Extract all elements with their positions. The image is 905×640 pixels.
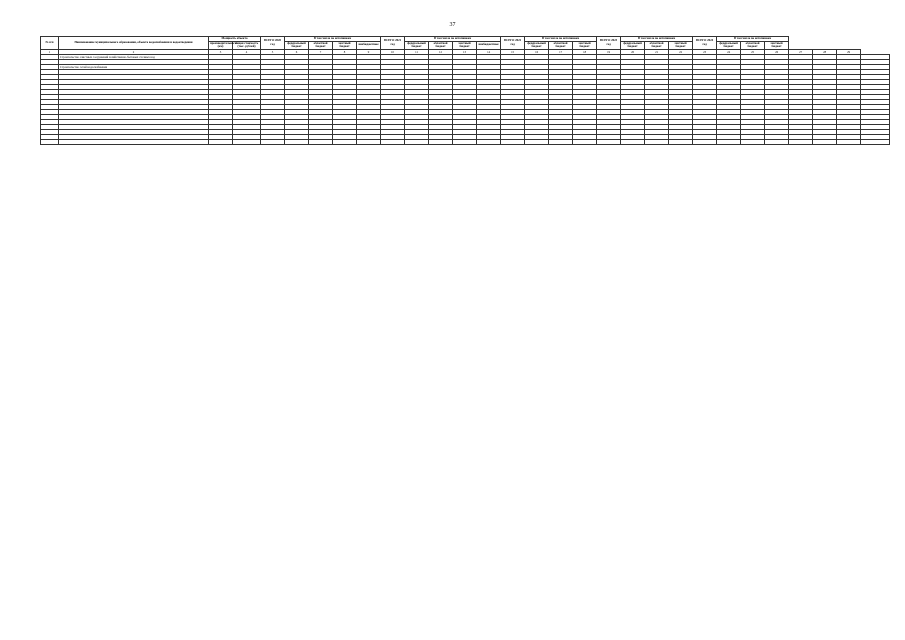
column-number: 21 [645, 49, 669, 54]
header-regional: областной бюджет [429, 41, 453, 49]
cell-value [261, 139, 285, 144]
header-total-2024: ВСЕГО 2024 год [693, 37, 717, 50]
column-number: 27 [789, 49, 813, 54]
cell-value [309, 139, 333, 144]
column-number: 20 [621, 49, 645, 54]
cell-value [405, 139, 429, 144]
page-number: 37 [449, 22, 456, 28]
header-local: местный бюджет [765, 41, 789, 49]
header-local: местный бюджет [453, 41, 477, 49]
cell-value [765, 139, 789, 144]
cell-value [573, 139, 597, 144]
header-local: местный бюджет [669, 41, 693, 49]
header-federal: федеральный бюджет [525, 41, 549, 49]
cell-value [357, 139, 381, 144]
column-number: 3 [209, 49, 233, 54]
header-name: Наименование муниципального образования, объекта водоснабжения и водоотведения [59, 37, 209, 50]
column-number: 8 [333, 49, 357, 54]
header-including-2023: В том числе по источникам [621, 37, 693, 42]
column-number: 10 [381, 49, 405, 54]
cell-no [41, 139, 59, 144]
header-extrabudget: внебюджетные [477, 41, 501, 49]
table-row [41, 139, 890, 144]
column-number: 5 [261, 49, 285, 54]
column-number: 29 [837, 49, 861, 54]
column-number: 2 [59, 49, 209, 54]
financing-table-wrapper [40, 36, 890, 145]
cell-cap [209, 139, 233, 144]
cell-value [717, 139, 741, 144]
column-number: 4 [233, 49, 261, 54]
header-federal: федеральный бюджет [405, 41, 429, 49]
cell-value [693, 139, 717, 144]
financing-table [40, 36, 890, 145]
cell-value [741, 139, 765, 144]
header-total-2021: ВСЕГО 2021 год [381, 37, 405, 50]
cell-value [501, 139, 525, 144]
cell-value [789, 139, 813, 144]
cell-value [669, 139, 693, 144]
cell-value [837, 139, 861, 144]
header-total-2022: ВСЕГО 2022 год [501, 37, 525, 50]
header-including-2020: В том числе по источникам [285, 37, 381, 42]
header-total-cost: общая стоимость (тыс. рублей) [233, 41, 261, 49]
column-number: 18 [573, 49, 597, 54]
cell-value [645, 139, 669, 144]
column-number: 23 [693, 49, 717, 54]
header-extrabudget: внебюджетные [357, 41, 381, 49]
header-including-2021: В том числе по источникам [405, 37, 501, 42]
cell-value [597, 139, 621, 144]
cell-name [59, 139, 209, 144]
cell-value [861, 139, 890, 144]
cell-value [477, 139, 501, 144]
header-regional: областной бюджет [549, 41, 573, 49]
cell-value [285, 139, 309, 144]
header-capacity: производительность (км) [210, 40, 238, 49]
column-number: 28 [813, 49, 837, 54]
column-number: 24 [717, 49, 741, 54]
header-regional: областной бюджет [645, 41, 669, 49]
column-number: 19 [597, 49, 621, 54]
header-including-2022: В том числе по источникам [525, 37, 597, 42]
column-number: 7 [309, 49, 333, 54]
header-total-2020: ВСЕГО 2020 год [261, 37, 285, 50]
cell-value [813, 139, 837, 144]
header-total-2023: ВСЕГО 2023 год [597, 37, 621, 50]
cell-value [333, 139, 357, 144]
column-number: 14 [477, 49, 501, 54]
header-local: местный бюджет [333, 41, 357, 49]
column-number: 17 [549, 49, 573, 54]
cell-cost [233, 139, 261, 144]
column-number: 16 [525, 49, 549, 54]
header-local: местный бюджет [573, 41, 597, 49]
column-number: 6 [285, 49, 309, 54]
header-capacity-group: Мощность объекта [209, 37, 261, 42]
column-number: 9 [357, 49, 381, 54]
header-federal: федеральный бюджет [285, 41, 309, 49]
cell-name: Строительство очистных сооружений хозяйственно-бытовых сточных вод [59, 54, 209, 59]
header-regional: областной бюджет [741, 41, 765, 49]
cell-value [429, 139, 453, 144]
column-number: 22 [669, 49, 693, 54]
column-number: 15 [501, 49, 525, 54]
header-federal: федеральный бюджет [621, 41, 645, 49]
column-number: 11 [405, 49, 429, 54]
column-number: 13 [453, 49, 477, 54]
header-including-2024: В том числе по источникам [717, 37, 789, 42]
table-body [41, 49, 890, 144]
cell-value [453, 139, 477, 144]
cell-value [549, 139, 573, 144]
column-number: 26 [765, 49, 789, 54]
column-number: 25 [741, 49, 765, 54]
cell-name: Строительство сетей водоснабжения [59, 64, 209, 69]
cell-value [525, 139, 549, 144]
column-number: 1 [41, 49, 59, 54]
cell-value [621, 139, 645, 144]
header-federal: федеральный бюджет [717, 41, 741, 49]
header-no: № п/п [41, 37, 59, 50]
column-number: 12 [429, 49, 453, 54]
header-regional: областной бюджет [309, 41, 333, 49]
cell-value [381, 139, 405, 144]
